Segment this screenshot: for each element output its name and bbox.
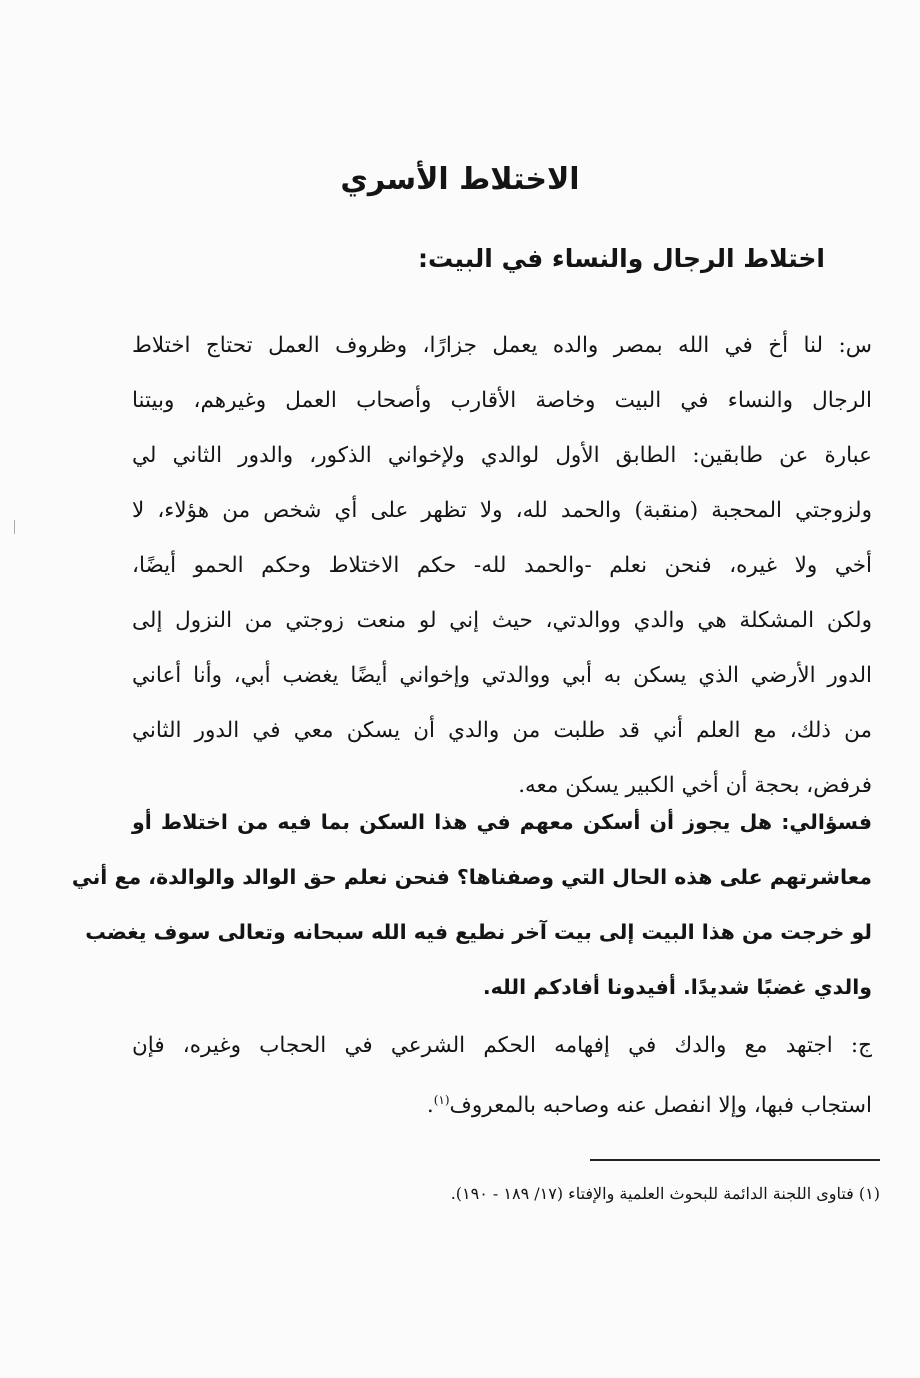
question-line: ولكن المشكلة هي والدي ووالدتي، حيث إني لو منعت زوجتي من النزول إلى xyxy=(132,608,872,633)
followup-line: فسؤالي: هل يجوز أن أسكن معهم في هذا السكن بما فيه من اختلاط أو xyxy=(132,810,872,834)
answer-line-last xyxy=(132,1073,872,1128)
answer-paragraph xyxy=(132,1018,872,1128)
question-line: س: لنا أخ في الله بمصر والده يعمل جزارًا، وظروف العمل تحتاج اختلاط xyxy=(132,333,872,358)
question-line: عبارة عن طابقين: الطابق الأول لوالدي ولإخواني الذكور، والدور الثاني لي xyxy=(132,443,872,468)
question-line: فرفض، بحجة أن أخي الكبير يسكن معه. xyxy=(518,773,872,798)
section-heading: اختلاط الرجال والنساء في البيت: xyxy=(418,244,825,273)
question-line: الدور الأرضي الذي يسكن به أبي ووالدتي وإخواني أيضًا يغضب أبي، وأنا أعاني xyxy=(132,663,872,688)
question-line: ولزوجتي المحجبة (منقبة) والحمد لله، ولا تظهر على أي شخص من هؤلاء، لا xyxy=(132,498,872,523)
footnote: (١) فتاوى اللجنة الدائمة للبحوث العلمية والإفتاء (١٧/ ١٨٩ - ١٩٠). xyxy=(450,1184,880,1203)
question-line: أخي ولا غيره، فنحن نعلم -والحمد لله- حكم الاختلاط وحكم الحمو أيضًا، xyxy=(132,553,872,578)
question-paragraph xyxy=(132,318,872,813)
answer-end: . xyxy=(426,1093,434,1119)
chapter-title: الاختلاط الأسري xyxy=(340,162,580,197)
followup-line: والدي غضبًا شديدًا. أفيدونا أفادكم الله. xyxy=(482,975,872,999)
followup-line: لو خرجت من هذا البيت إلى بيت آخر نطيع فيه الله سبحانه وتعالى سوف يغضب xyxy=(85,920,872,944)
followup-line: معاشرتهم على هذه الحال التي وصفناها؟ فنحن نعلم حق الوالد والوالدة، مع أني xyxy=(71,865,872,889)
answer-text: استجاب فبها، وإلا انفصل عنه وصاحبه بالمعروف xyxy=(449,1093,872,1119)
question-line: الرجال والنساء في البيت وخاصة الأقارب وأصحاب العمل وغيرهم، وبيتنا xyxy=(132,388,872,413)
answer-line: ج: اجتهد مع والدك في إفهامه الحكم الشرعي في الحجاب وغيره، فإن xyxy=(132,1033,872,1058)
footnote-divider xyxy=(590,1159,880,1161)
scan-margin-mark xyxy=(14,520,15,534)
followup-paragraph xyxy=(71,795,872,1015)
question-line: من ذلك، مع العلم أني قد طلبت من والدي أن يسكن معي في الدور الثاني xyxy=(132,718,872,743)
footnote-reference[interactable]: (١) xyxy=(433,1093,450,1107)
